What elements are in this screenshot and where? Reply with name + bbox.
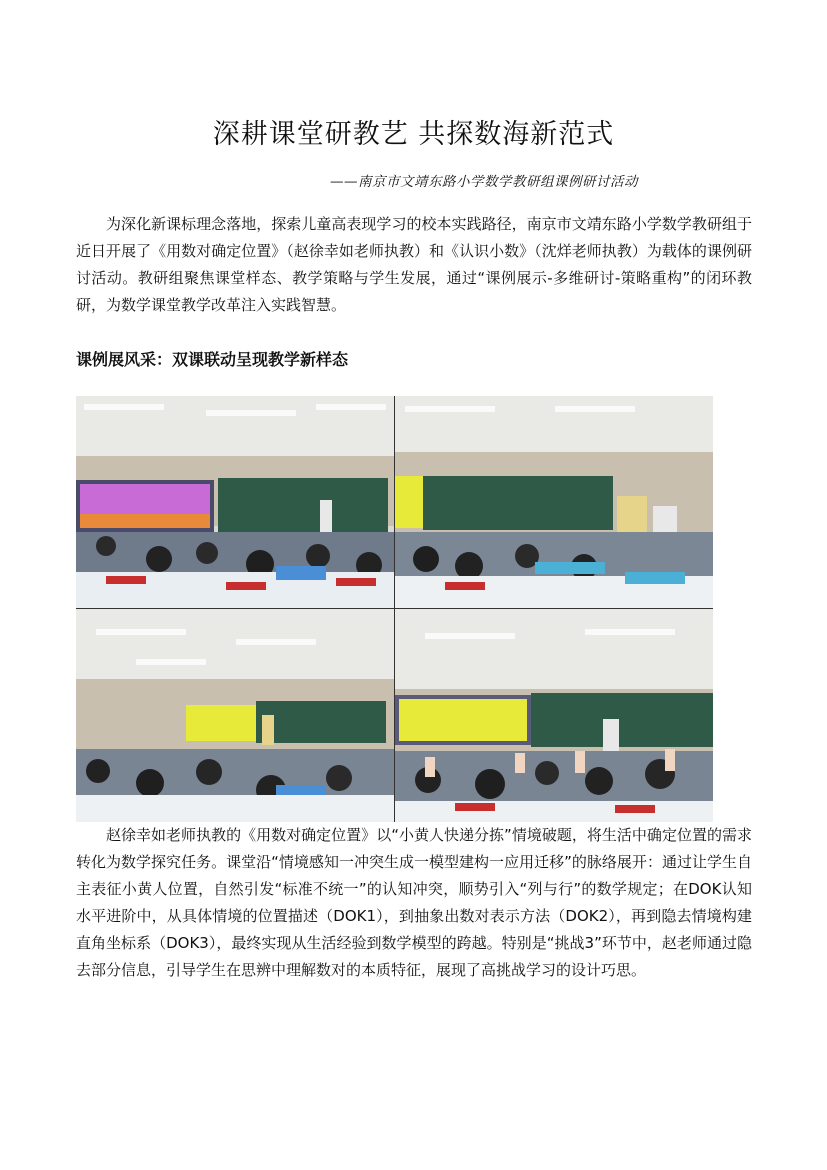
article-subtitle: ——南京市文靖东路小学数学教研组课例研讨活动: [330, 174, 638, 190]
body-paragraph: [76, 822, 752, 984]
intro-text: 为深化新课标理念落地，探索儿童高表现学习的校本实践路径，南京市文靖东路小学数学教研组于近日开展了《用数对确定位置》（赵徐幸如老师执教）和《认识小数》（沈烊老师执教）为载体的课例研讨活动。教研组聚焦课堂样态、教学策略与学生发展，通过“课例展示-多维研讨-策略重构”的闭环教研，为数学课堂教学改革注入实践智慧。: [76, 215, 752, 314]
classroom-photo-2: [395, 396, 713, 608]
article-title: 深耕课堂研教艺 共探数海新范式: [212, 119, 615, 150]
body-text: 赵徐幸如老师执教的《用数对确定位置》以“小黄人快递分拣”情境破题，将生活中确定位置的需求转化为数学探究任务。课堂沿“情境感知一冲突生成一模型建构一应用迁移”的脉络展开：通过让学生自主表征小黄人位置，自然引发“标准不统一”的认知冲突，顺势引入“列与行”的数学规定；在DOK认知水平进阶中，从具体情境的位置描述（DOK1），到抽象出数对表示方法（DOK2），再到隐去情境构建直角坐标系（DOK3），最终实现从生活经验到数学模型的跨越。特别是“挑战3”环节中，赵老师通过隐去部分信息，引导学生在思辨中理解数对的本质特征，展现了高挑战学习的设计巧思。: [76, 826, 752, 979]
intro-paragraph: [76, 211, 752, 319]
classroom-photo-3: [76, 609, 394, 822]
classroom-photo-1: [76, 396, 394, 608]
classroom-photo-4: [395, 609, 713, 822]
photo-collage: [76, 396, 713, 822]
section-heading: 课例展风采：双课联动呈现教学新样态: [76, 350, 349, 369]
